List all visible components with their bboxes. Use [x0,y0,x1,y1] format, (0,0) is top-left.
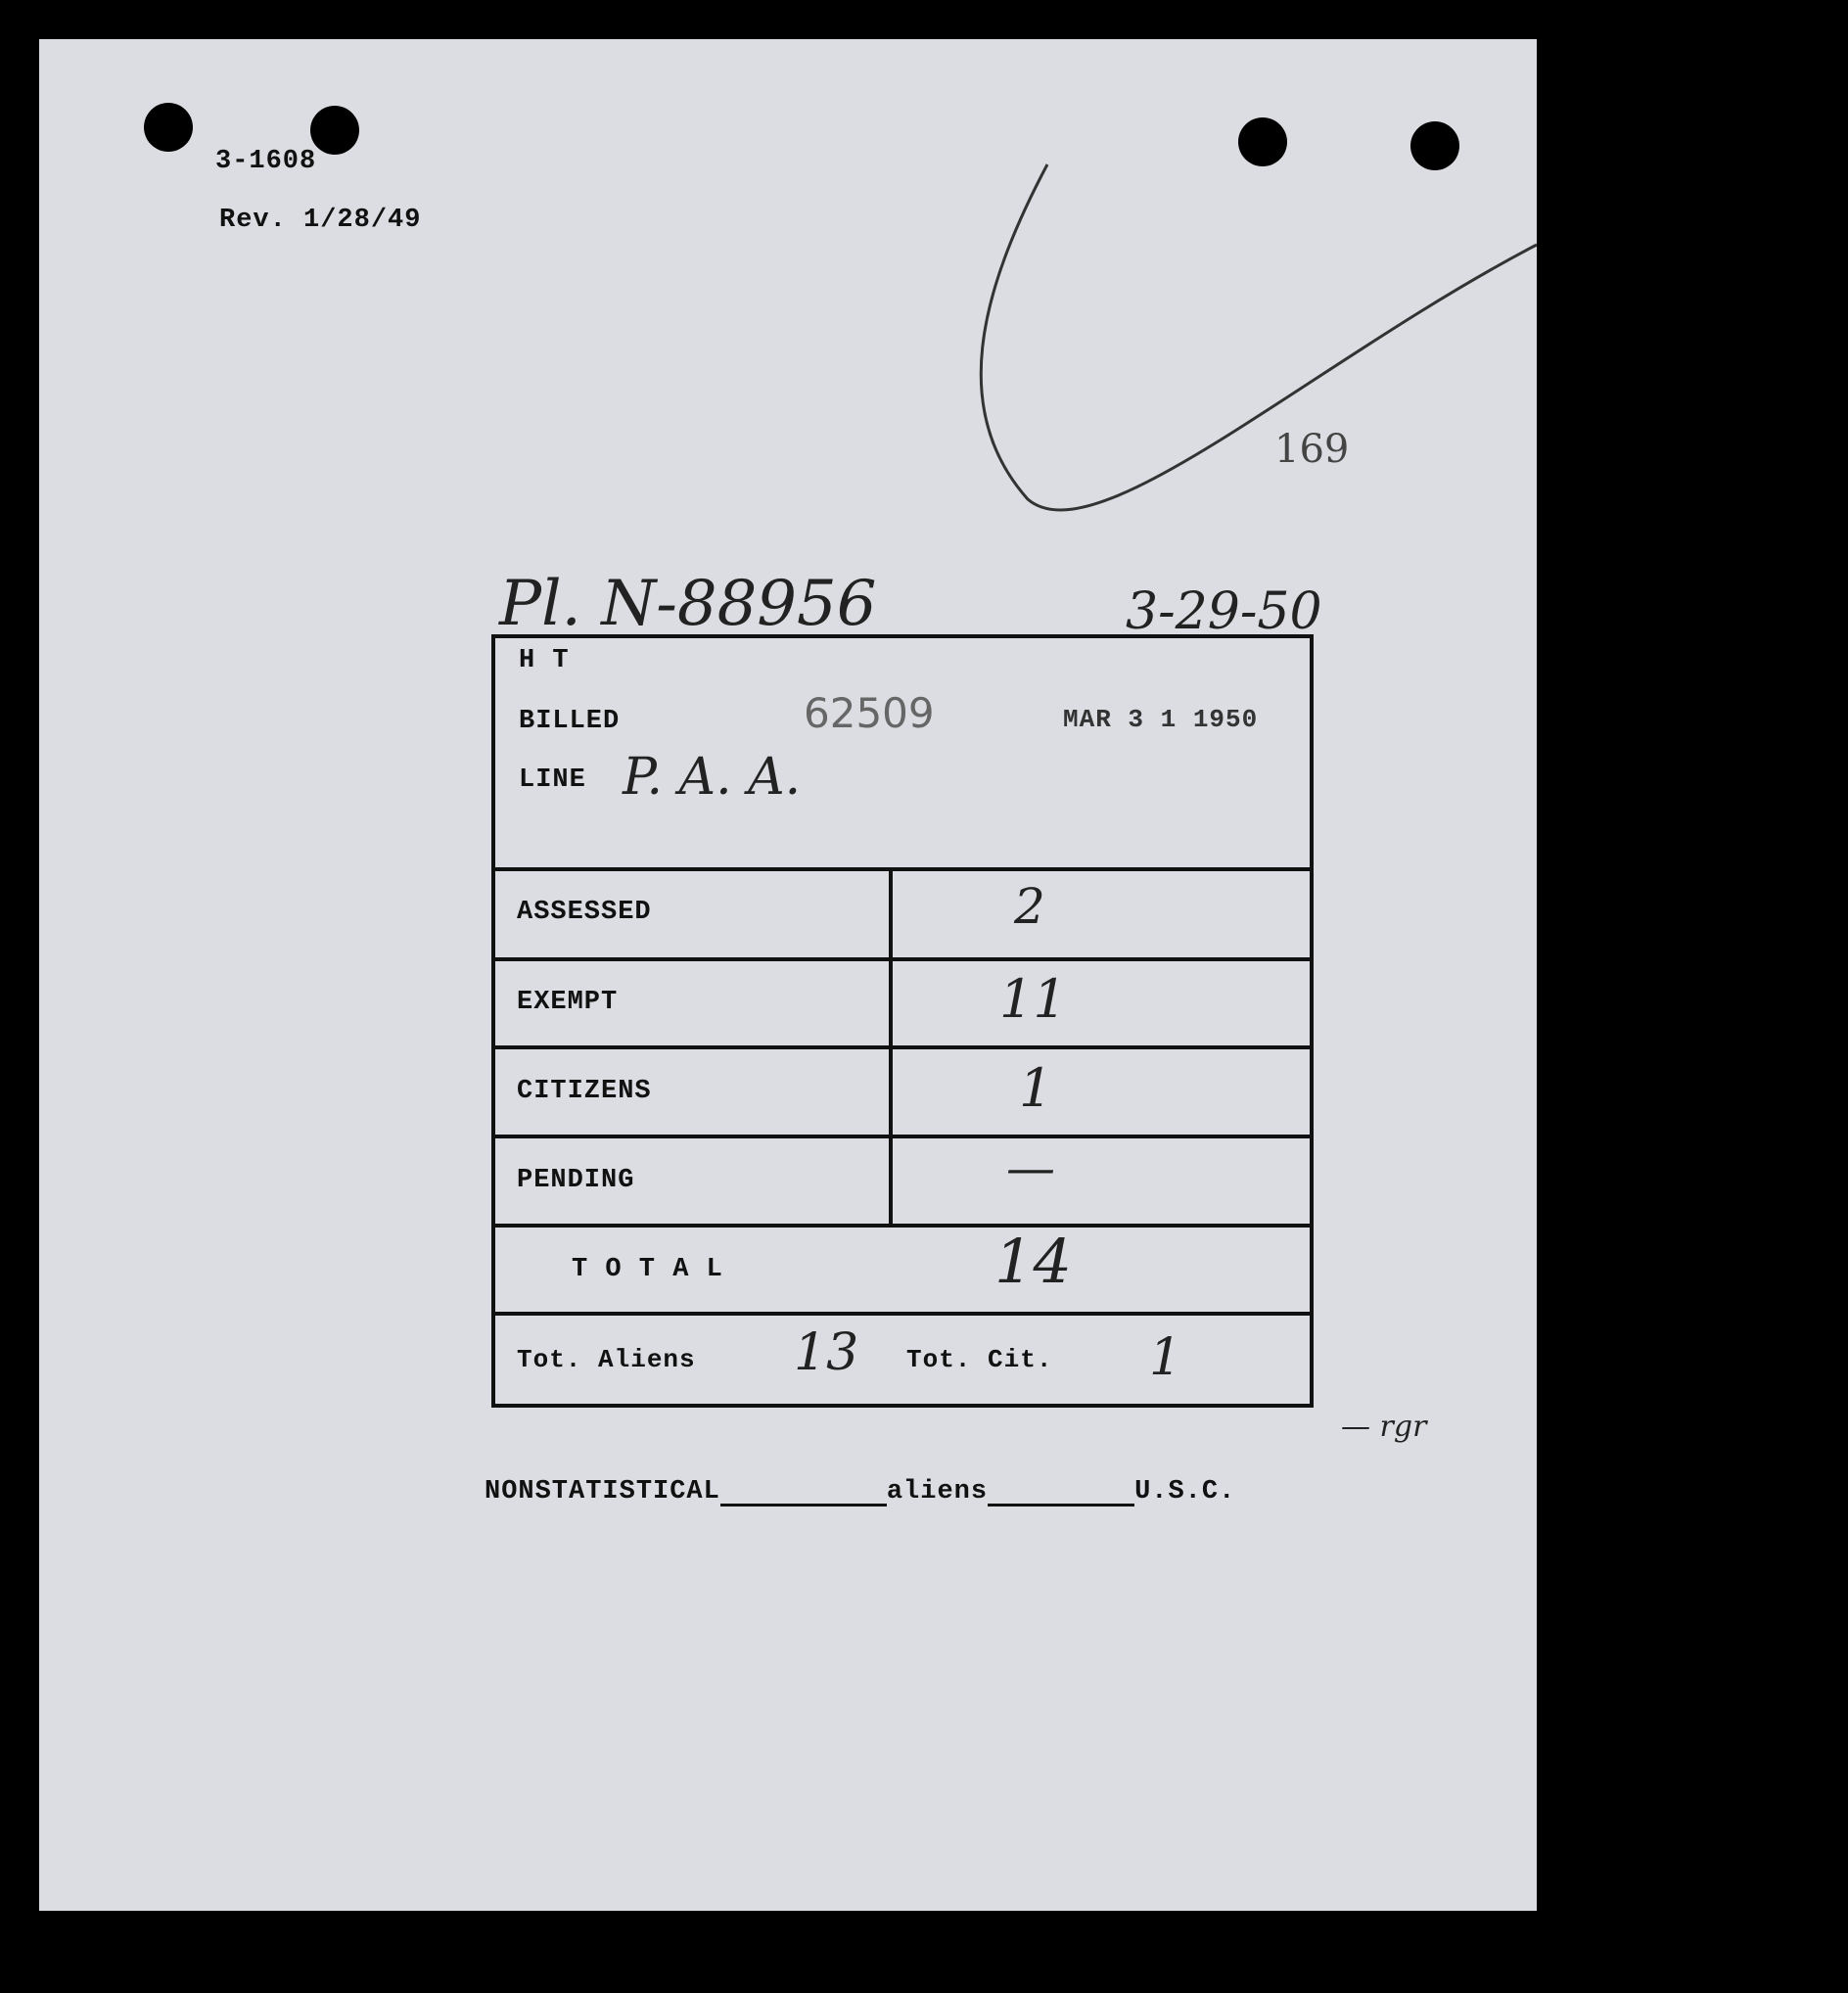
billed-number-stamp: 62509 [804,689,935,737]
pending-label: PENDING [517,1166,635,1195]
nonstatistical-line [485,1476,1235,1506]
page-number: 169 [1274,427,1350,472]
handwritten-date: 3-29-50 [1126,582,1322,641]
form-number: 3-1608 [215,147,317,176]
assessed-label: ASSESSED [517,898,652,927]
aliens-blank [720,1476,887,1506]
total-citizens-value: 1 [1149,1328,1182,1387]
divider [495,1045,1310,1049]
document-page [39,39,1537,1911]
total-value: 14 [994,1226,1072,1297]
divider [495,1312,1310,1316]
ht-label: H T [519,646,570,675]
case-number: Pl. N-88956 [499,568,877,640]
citizens-value: 1 [1019,1057,1053,1119]
citizens-label: CITIZENS [517,1077,652,1106]
summary-table [491,634,1314,1408]
billed-label: BILLED [519,707,621,736]
pen-stroke-mark [39,39,1537,626]
nonstatistical-label: NONSTATISTICAL [485,1477,720,1506]
total-aliens-value: 13 [794,1323,859,1382]
initials: — rgr [1341,1410,1427,1444]
line-label: LINE [519,765,586,795]
usc-label: U.S.C. [1134,1477,1236,1506]
divider [495,867,1310,871]
total-citizens-label: Tot. Cit. [906,1345,1053,1374]
total-aliens-label: Tot. Aliens [517,1345,696,1374]
exempt-label: EXEMPT [517,988,619,1017]
line-value: P. A. A. [623,748,802,807]
exempt-value: 11 [999,968,1067,1030]
total-label: T O T A L [572,1255,723,1284]
assessed-value: 2 [1014,878,1045,935]
pending-value: — [1006,1139,1055,1196]
billed-date-stamp: MAR 3 1 1950 [1063,705,1259,734]
aliens-label: aliens [886,1477,989,1506]
divider [495,1135,1310,1138]
divider [495,1224,1310,1228]
form-revision: Rev. 1/28/49 [219,206,422,235]
divider [495,957,1310,961]
usc-blank [988,1476,1134,1506]
